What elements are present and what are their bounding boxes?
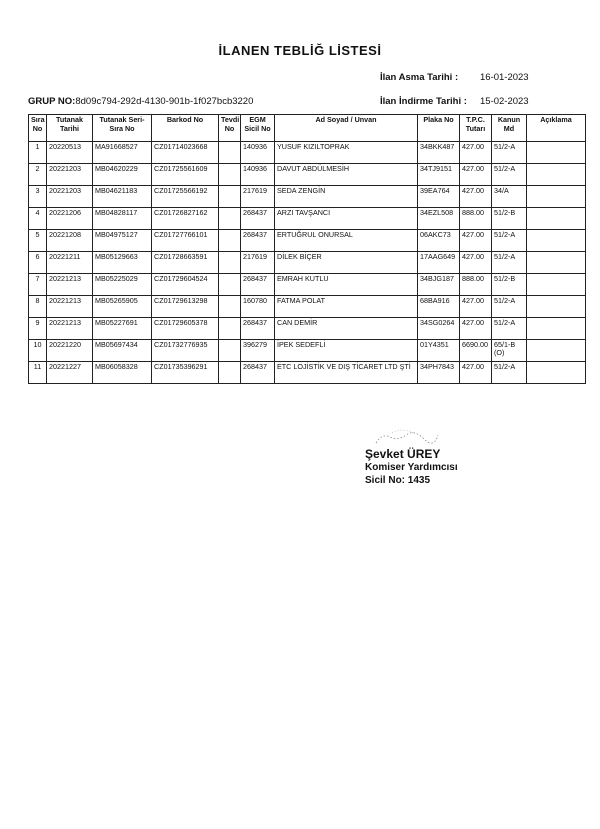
- cell-egm: 160780: [241, 296, 275, 318]
- cell-seri: MA91668527: [93, 142, 152, 164]
- cell-tevdi: [219, 318, 241, 340]
- cell-seri: MB06058328: [93, 362, 152, 384]
- cell-ad: SEDA ZENGİN: [275, 186, 418, 208]
- col-header: Barkod No: [152, 115, 219, 142]
- cell-ad: ETC LOJİSTİK VE DIŞ TİCARET LTD ŞTİ: [275, 362, 418, 384]
- indirme-value: 15-02-2023: [480, 96, 529, 107]
- table-row: [29, 142, 586, 164]
- cell-barkod: CZ01727766101: [152, 230, 219, 252]
- cell-seri: MB04975127: [93, 230, 152, 252]
- col-header: Tevdi No: [219, 115, 241, 142]
- cell-ad: FATMA POLAT: [275, 296, 418, 318]
- cell-ad: İPEK SEDEFLİ: [275, 340, 418, 362]
- cell-tevdi: [219, 252, 241, 274]
- cell-sira: 1: [29, 142, 47, 164]
- cell-sira: 5: [29, 230, 47, 252]
- cell-sira: 6: [29, 252, 47, 274]
- cell-plaka: 34SG0264: [418, 318, 460, 340]
- cell-tarih: 20221206: [47, 208, 93, 230]
- col-header: Ad Soyad / Unvan: [275, 115, 418, 142]
- cell-plaka: 17AAG649: [418, 252, 460, 274]
- cell-ad: DİLEK BİÇER: [275, 252, 418, 274]
- cell-tarih: 20221203: [47, 186, 93, 208]
- cell-sira: 7: [29, 274, 47, 296]
- table-row: [29, 296, 586, 318]
- cell-tutar: 427.00: [460, 252, 492, 274]
- cell-aciklama: [527, 296, 586, 318]
- cell-sira: 4: [29, 208, 47, 230]
- table-row: [29, 208, 586, 230]
- cell-tevdi: [219, 296, 241, 318]
- cell-kanun: 51/2-A: [492, 142, 527, 164]
- cell-egm: 268437: [241, 318, 275, 340]
- cell-egm: 217619: [241, 186, 275, 208]
- table-row: [29, 340, 586, 362]
- table-row: [29, 318, 586, 340]
- col-header: Kanun Md: [492, 115, 527, 142]
- cell-tutar: 427.00: [460, 296, 492, 318]
- cell-sira: 9: [29, 318, 47, 340]
- teblig-table: [28, 114, 586, 384]
- cell-barkod: CZ01729604524: [152, 274, 219, 296]
- cell-plaka: 34BKK487: [418, 142, 460, 164]
- cell-tutar: 888.00: [460, 208, 492, 230]
- signature-sicil: Sicil No: 1435: [365, 475, 431, 486]
- cell-aciklama: [527, 186, 586, 208]
- cell-tevdi: [219, 186, 241, 208]
- cell-tutar: 427.00: [460, 318, 492, 340]
- cell-aciklama: [527, 318, 586, 340]
- table-row: [29, 252, 586, 274]
- cell-aciklama: [527, 230, 586, 252]
- cell-sira: 8: [29, 296, 47, 318]
- cell-tarih: 20221213: [47, 318, 93, 340]
- col-header: Tutanak Tarihi: [47, 115, 93, 142]
- cell-barkod: CZ01729613298: [152, 296, 219, 318]
- cell-sira: 3: [29, 186, 47, 208]
- cell-egm: 140936: [241, 164, 275, 186]
- cell-tarih: 20221213: [47, 274, 93, 296]
- col-header: EGM Sicil No: [241, 115, 275, 142]
- cell-egm: 140936: [241, 142, 275, 164]
- table-row: [29, 164, 586, 186]
- cell-tutar: 427.00: [460, 230, 492, 252]
- cell-plaka: 68BA916: [418, 296, 460, 318]
- cell-sira: 11: [29, 362, 47, 384]
- cell-tarih: 20221208: [47, 230, 93, 252]
- cell-tevdi: [219, 142, 241, 164]
- cell-seri: MB05225029: [93, 274, 152, 296]
- cell-kanun: 51/2-A: [492, 164, 527, 186]
- cell-barkod: CZ01714023668: [152, 142, 219, 164]
- cell-kanun: 34/A: [492, 186, 527, 208]
- signature-role: Komiser Yardımcısı: [365, 462, 458, 473]
- cell-egm: 268437: [241, 362, 275, 384]
- asma-value: 16-01-2023: [480, 72, 529, 83]
- ilan-asma-tarihi: [380, 72, 529, 83]
- cell-seri: MB05265905: [93, 296, 152, 318]
- cell-tutar: 888.00: [460, 274, 492, 296]
- cell-tevdi: [219, 164, 241, 186]
- cell-aciklama: [527, 252, 586, 274]
- cell-seri: MB04620229: [93, 164, 152, 186]
- cell-barkod: CZ01729605378: [152, 318, 219, 340]
- cell-barkod: CZ01725561609: [152, 164, 219, 186]
- cell-seri: MB05227691: [93, 318, 152, 340]
- cell-aciklama: [527, 274, 586, 296]
- grup-value: 8d09c794-292d-4130-901b-1f027bcb3220: [75, 96, 254, 107]
- cell-seri: MB04621183: [93, 186, 152, 208]
- table-header-row: [29, 115, 586, 142]
- cell-kanun: 51/2-A: [492, 230, 527, 252]
- cell-plaka: 34EZL508: [418, 208, 460, 230]
- col-header: Plaka No: [418, 115, 460, 142]
- cell-tarih: 20221220: [47, 340, 93, 362]
- cell-egm: 268437: [241, 208, 275, 230]
- cell-kanun: 51/2-B: [492, 208, 527, 230]
- cell-ad: CAN DEMİR: [275, 318, 418, 340]
- cell-ad: ERTUĞRUL ONURSAL: [275, 230, 418, 252]
- cell-sira: 10: [29, 340, 47, 362]
- cell-egm: 217619: [241, 252, 275, 274]
- cell-tevdi: [219, 274, 241, 296]
- cell-aciklama: [527, 142, 586, 164]
- col-header: Tutanak Seri-Sıra No: [93, 115, 152, 142]
- cell-aciklama: [527, 362, 586, 384]
- cell-aciklama: [527, 164, 586, 186]
- cell-kanun: 51/2-A: [492, 296, 527, 318]
- cell-tarih: 20221213: [47, 296, 93, 318]
- cell-kanun: 51/2-A: [492, 318, 527, 340]
- cell-sira: 2: [29, 164, 47, 186]
- cell-barkod: CZ01728663591: [152, 252, 219, 274]
- cell-tarih: 20221211: [47, 252, 93, 274]
- cell-tutar: 427.00: [460, 164, 492, 186]
- grup-no: [28, 96, 253, 107]
- cell-barkod: CZ01735396291: [152, 362, 219, 384]
- cell-seri: MB05129663: [93, 252, 152, 274]
- cell-tutar: 6690.00: [460, 340, 492, 362]
- cell-barkod: CZ01732776935: [152, 340, 219, 362]
- cell-egm: 268437: [241, 274, 275, 296]
- cell-tevdi: [219, 340, 241, 362]
- indirme-label: İlan İndirme Tarihi :: [380, 96, 467, 107]
- cell-egm: 268437: [241, 230, 275, 252]
- cell-kanun: 51/2-A: [492, 252, 527, 274]
- cell-tarih: 20220513: [47, 142, 93, 164]
- cell-plaka: 34TJ9151: [418, 164, 460, 186]
- cell-plaka: 34BJG187: [418, 274, 460, 296]
- cell-kanun: 65/1-B (O): [492, 340, 527, 362]
- cell-ad: EMRAH KUTLU: [275, 274, 418, 296]
- ilan-indirme-tarihi: [380, 96, 529, 107]
- cell-ad: YUSUF KIZILTOPRAK: [275, 142, 418, 164]
- cell-kanun: 51/2-A: [492, 362, 527, 384]
- cell-plaka: 01Y4351: [418, 340, 460, 362]
- cell-seri: MB04828117: [93, 208, 152, 230]
- document-title: İLANEN TEBLİĞ LİSTESİ: [218, 43, 382, 58]
- col-header: Sıra No: [29, 115, 47, 142]
- asma-label: İlan Asma Tarihi :: [380, 72, 459, 83]
- cell-tevdi: [219, 362, 241, 384]
- cell-barkod: CZ01726827162: [152, 208, 219, 230]
- cell-tutar: 427.00: [460, 142, 492, 164]
- grup-label: GRUP NO:: [28, 96, 76, 107]
- cell-tarih: 20221227: [47, 362, 93, 384]
- cell-plaka: 39EA764: [418, 186, 460, 208]
- col-header: T.P.C. Tutarı: [460, 115, 492, 142]
- table-row: [29, 186, 586, 208]
- cell-aciklama: [527, 340, 586, 362]
- cell-tevdi: [219, 230, 241, 252]
- cell-barkod: CZ01725566192: [152, 186, 219, 208]
- signature-name: Şevket ÜREY: [365, 447, 441, 461]
- signature-block: [365, 448, 458, 487]
- cell-tarih: 20221203: [47, 164, 93, 186]
- cell-ad: ARZI TAVŞANCI: [275, 208, 418, 230]
- table-row: [29, 274, 586, 296]
- cell-plaka: 34PH7843: [418, 362, 460, 384]
- table-row: [29, 230, 586, 252]
- table-row: [29, 362, 586, 384]
- cell-aciklama: [527, 208, 586, 230]
- cell-seri: MB05697434: [93, 340, 152, 362]
- cell-egm: 396279: [241, 340, 275, 362]
- cell-ad: DAVUT ABDÜLMESİH: [275, 164, 418, 186]
- cell-tutar: 427.00: [460, 362, 492, 384]
- cell-plaka: 06AKC73: [418, 230, 460, 252]
- cell-kanun: 51/2-B: [492, 274, 527, 296]
- col-header: Açıklama: [527, 115, 586, 142]
- cell-tutar: 427.00: [460, 186, 492, 208]
- cell-tevdi: [219, 208, 241, 230]
